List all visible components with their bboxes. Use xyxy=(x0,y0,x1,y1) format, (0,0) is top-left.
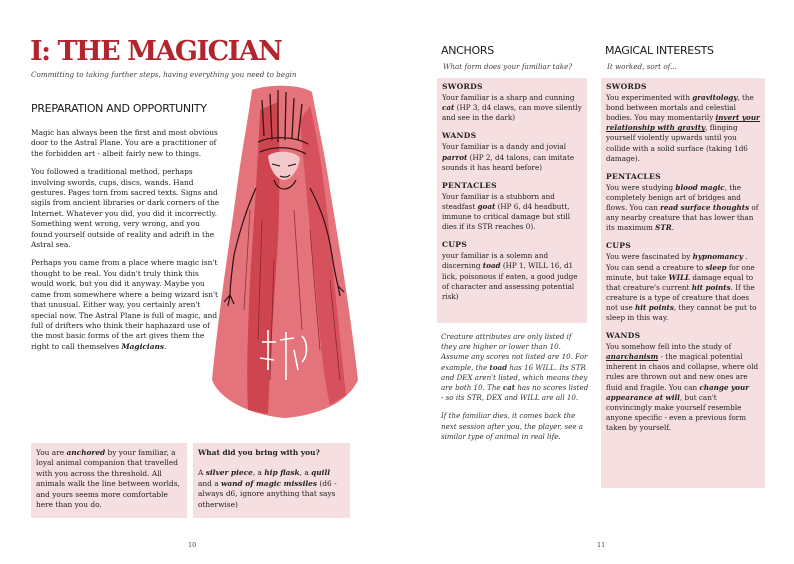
paragraph: Perhaps you came from a place where magic isn't thought to be real. You didn't truly think this would work, but you did it anyway. Maybe you came from somewhere where a being wizard isn't that unusual. Either way, you certainly aren't special now. The Astral Plane is full of magic, and full of drifters who think their haphazard use of the most basic forms of the art gives them the right to call themselves Magicians. xyxy=(31,258,218,351)
note-paragraph: If the familiar dies, it comes back the next session after you, the player, see a similar type of animal in real life. xyxy=(441,411,584,441)
suit-heading: PENTACLES xyxy=(442,180,497,190)
note-paragraph: Creature attributes are only listed if they are higher or lower than 10. Assume any scores not listed are 10. For example, the toad has 16 WILL. Its STR and DEX aren't listed, which means they are both 10. The cat has no scores listed - so its STR, DEX and WILL are all 10. xyxy=(441,332,589,403)
page-number: 10 xyxy=(188,541,197,549)
interest-pentacles: You were studying blood magic, the completely benign art of bridges and flows. You can read surface thoughts of any nearby creature that has lower than its maximum STR. xyxy=(606,182,759,233)
section-heading: PREPARATION AND OPPORTUNITY xyxy=(31,102,207,115)
familiar-wands: Your familiar is a dandy and jovial parrot (HP 2, d4 talons, can imitate sounds it has heard before) xyxy=(442,142,575,172)
familiar-cups: your familiar is a solemn and discerning toad (HP 1, WILL 16, d1 lick, poisonous if eaten, a good judge of character and assessing potential risk) xyxy=(442,251,578,301)
suit-heading: WANDS xyxy=(606,331,641,341)
item: silver piece xyxy=(205,468,253,478)
suit-heading: SWORDS xyxy=(606,82,647,91)
item: hip flask xyxy=(264,468,300,478)
anchors-box xyxy=(437,78,587,323)
interests-subheading: It worked, sort of... xyxy=(607,62,677,71)
interest-cups: You were fascinated by hypnomancy . You can send a creature to sleep for one minute, but take WILL damage equal to that creature's current hit points. If the creature is a type of creature that does not use hit points, they cannot be put to sleep in this way. xyxy=(606,252,757,322)
suit-heading: PENTACLES xyxy=(606,171,661,181)
magician-illustration xyxy=(190,80,376,425)
attributes-note xyxy=(441,332,589,450)
item: wand of magic missiles xyxy=(221,478,318,488)
interests-box xyxy=(601,78,765,488)
interest-wands: You somehow fell into the study of anarchanism - the magical potential inherent in chaos and collapse, where old rules are thrown out and new ones are fluid and fragile. You can change your appearance at will, but can't convincingly make yourself resemble anyone specific - even a previous form taken by yourself. xyxy=(606,342,759,432)
right-page xyxy=(397,0,794,564)
suit-heading: SWORDS xyxy=(442,82,483,91)
suit-heading: WANDS xyxy=(442,131,477,141)
keyword: anchored xyxy=(66,448,106,457)
starting-items-text: A silver piece, a hip flask, a quill and a wand of magic missiles (d6 - always d6, ignore anything that says otherwise) xyxy=(198,468,337,509)
page-number: 11 xyxy=(597,541,606,549)
chapter-subtitle: Committing to taking further steps, having everything you need to begin xyxy=(31,70,297,79)
chapter-title: I: THE MAGICIAN xyxy=(30,36,282,67)
anchors-heading: ANCHORS xyxy=(441,44,494,57)
familiar-pentacles: Your familiar is a stubborn and steadfast goat (HP 6, d4 headbutt, immune to critical damage but still dies if its STR reaches 0). xyxy=(442,191,571,232)
starting-items-box xyxy=(193,443,350,518)
suit-heading: CUPS xyxy=(606,241,632,251)
paragraph: Magic has always been the first and most obvious door to the Astral Plane. You are a practitioner of the forbidden art - albeit fairly new to things. xyxy=(31,128,218,158)
familiar-swords: Your familiar is a sharp and cunning cat (HP 3, d4 claws, can move silently and see in the dark) xyxy=(442,93,582,123)
box-title: What did you bring with you? xyxy=(198,448,320,457)
anchored-box: You are anchored by your familiar, a loyal animal companion that travelled with you across the threshold. All animals walk the line between worlds, and yours seems more comfortable here than you do. xyxy=(31,443,187,518)
interest-swords: You experimented with gravitology, the bond between mortals and celestial bodies. You may momentarily invert your relationship with gravity, flinging yourself violently upwards until you collide with a solid surface (taking 1d6 damage). xyxy=(606,93,760,163)
interests-heading: MAGICAL INTERESTS xyxy=(605,44,714,57)
keyword: Magicians xyxy=(121,341,165,351)
suit-heading: CUPS xyxy=(442,240,468,250)
paragraph: You followed a traditional method, perhaps involving swords, cups, discs, wands. Hand gestures. Pages torn from sacred texts. Signs and sigils from ancient libraries or dark corners of the Internet. Whatever you did, you did it incorrectly. Something went wrong, very wrong, and you found yourself outside of reality and adrift in the Astral sea. xyxy=(31,167,220,250)
anchors-subheading: What form does your familiar take? xyxy=(443,62,573,71)
item: quill xyxy=(311,468,331,478)
